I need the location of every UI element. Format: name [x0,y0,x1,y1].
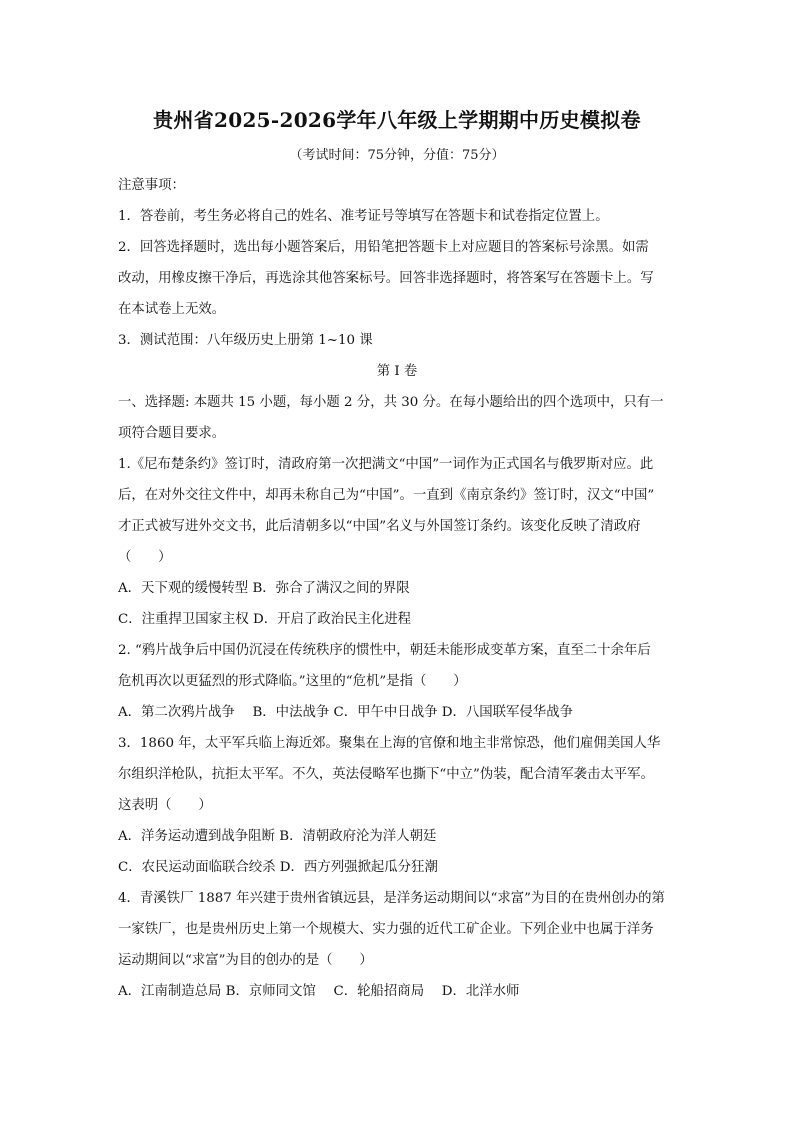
question-3-line-2: 尔组织洋枪队，抗拒太平军。不久，英法侵略军也撕下“中立”伪装，配合清军袭击太平军。 [118,767,654,782]
exam-subtitle: （考试时间：75分钟，分值：75分） [289,148,505,163]
question-4-options: A．江南制造总局 B．京师同文馆 C．轮船招商局 D．北洋水师 [118,984,520,999]
question-1-options-cd: C．注重捍卫国家主权 D．开启了政治民主化进程 [118,612,412,627]
question-3-options-cd: C．农民运动面临联合绞杀 D．西方列强掀起瓜分狂潮 [118,860,438,875]
question-1-line-1: 1.《尼布楚条约》签订时，清政府第一次把满文“中国”一词作为正式国名与俄罗斯对应。此 [118,457,654,472]
question-2-options: A．第二次鸦片战争 B．中法战争 C．甲午中日战争 D．八国联军侵华战争 [118,705,573,720]
notes-item-1: 1．答卷前，考生务必将自己的姓名、准考证号等填写在答题卡和试卷指定位置上。 [118,209,609,224]
notes-item-2-line-2: 改动，用橡皮擦干净后，再选涂其他答案标号。回答非选择题时，将答案写在答题卡上。写 [118,271,654,286]
question-1-line-2: 后，在对外交往文件中，却再未称自己为“中国”。一直到《南京条约》签订时，汉文“中国” [118,488,655,503]
section-instruction-line-2: 项符合题目要求。 [118,426,226,441]
notes-item-2-line-3: 在本试卷上无效。 [118,302,226,317]
volume-label: 第 I 卷 [376,364,418,379]
question-4-line-2: 一家铁厂，也是贵州历史上第一个规模大、实力强的近代工矿企业。下列企业中也属于洋务 [118,922,654,937]
question-3-line-3: 这表明（ ） [118,798,212,813]
question-4-line-3: 运动期间以“求富”为目的创办的是（ ） [118,953,373,968]
notes-item-3: 3．测试范围：八年级历史上册第 1~10 课 [118,333,373,348]
question-1-line-3: 才正式被写进外交文书，此后清朝多以“中国”名义与外国签订条约。该变化反映了清政府 [118,519,641,534]
question-3-line-1: 3．1860 年，太平军兵临上海近郊。聚集在上海的官僚和地主非常惊恐，他们雇佣美国人华 [118,736,661,751]
question-2-line-2: 危机再次以更猛烈的形式降临。”这里的“危机”是指（ ） [118,674,467,689]
question-4-line-1: 4．青溪铁厂 1887 年兴建于贵州省镇远县，是洋务运动期间以“求富”为目的在贵州创办的第 [118,891,665,906]
question-1-blank: （ ） [118,550,172,565]
exam-title: 贵州省2025-2026学年八年级上学期期中历史模拟卷 [153,108,641,132]
notes-item-2-line-1: 2．回答选择题时，选出每小题答案后，用铅笔把答题卡上对应题目的答案标号涂黑。如需 [118,240,649,255]
question-2-line-1: 2. “鸦片战争后中国仍沉浸在传统秩序的惯性中，朝廷未能形成变革方案，直至二十余年后 [118,643,651,658]
question-1-options-ab: A．天下观的缓慢转型 B．弥合了满汉之间的界限 [118,581,410,596]
section-instruction-line-1: 一、选择题: 本题共 15 小题，每小题 2 分，共 30 分。在每小题给出的四个选项中，只有一 [118,395,664,410]
notes-heading: 注意事项： [118,178,185,193]
question-3-options-ab: A．洋务运动遭到战争阻断 B．清朝政府沦为洋人朝廷 [118,829,437,844]
